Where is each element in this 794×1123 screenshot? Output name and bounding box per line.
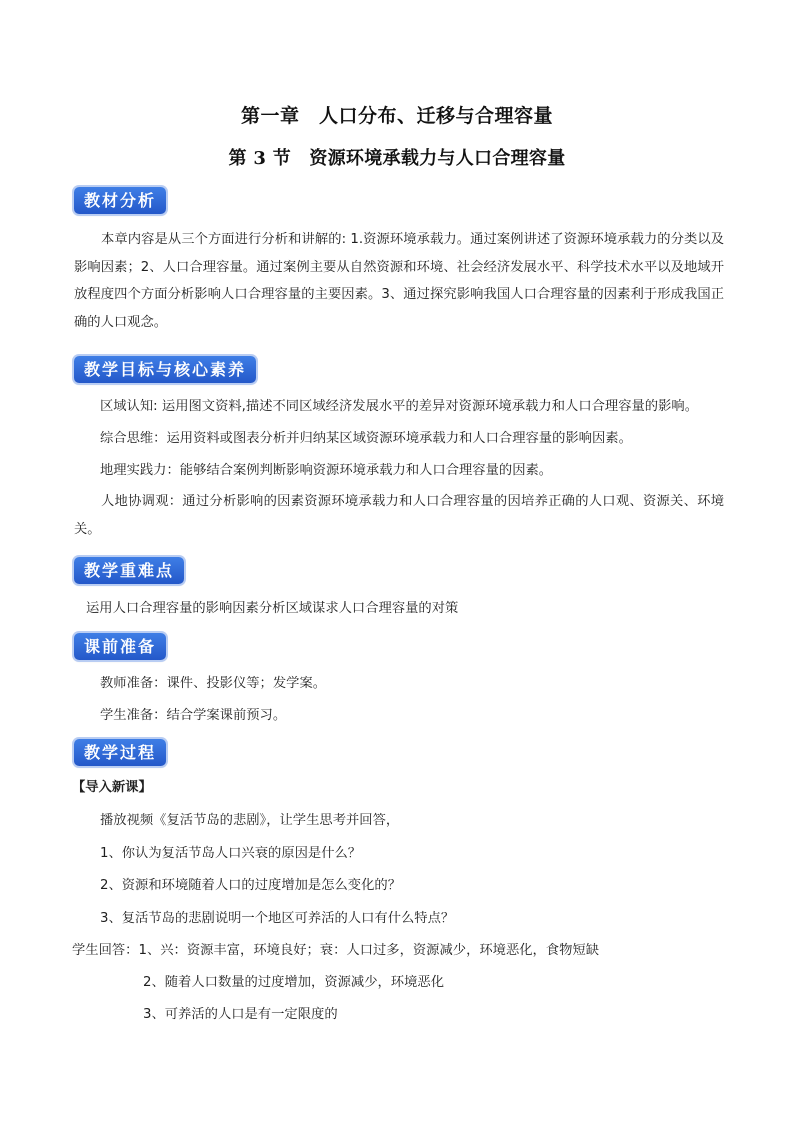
goal-integrated-thinking: 综合思维：运用资料或图表分析并归纳某区域资源环境承载力和人口合理容量的影响因素。 <box>100 431 632 446</box>
badge-key-difficulties: 教学重难点 <box>74 557 184 584</box>
badge-teaching-goals: 教学目标与核心素养 <box>74 356 256 383</box>
answer-2: 2、随着人口数量的过度增加，资源减少，环境恶化 <box>143 975 444 990</box>
intro-line: 播放视频《复活节岛的悲剧》，让学生思考并回答， <box>100 813 400 828</box>
badge-textbook-analysis: 教材分析 <box>74 187 166 214</box>
section-title: 第 3 节 资源环境承载力与人口合理容量 <box>228 148 566 169</box>
student-preparation: 学生准备：结合学案课前预习。 <box>100 708 287 723</box>
goal-geographic-practice: 地理实践力：能够结合案例判断影响资源环境承载力和人口合理容量的因素。 <box>100 463 553 478</box>
intro-label: 【导入新课】 <box>72 780 152 795</box>
goal-regional-cognition: 区域认知: 运用图文资料,描述不同区域经济发展水平的差异对资源环境承载力和人口合理容量的影响。 <box>100 399 698 414</box>
chapter-title: 第一章 人口分布、迁移与合理容量 <box>240 105 553 127</box>
answer-label: 学生回答： <box>72 943 139 958</box>
answer-1: 1、兴：资源丰富，环境良好；衰：人口过多，资源减少，环境恶化，食物短缺 <box>138 943 600 958</box>
analysis-paragraph: 本章内容是从三个方面进行分析和讲解的: 1.资源环境承载力。通过案例讲述了资源环境承载力的分类以及影响因素；2、人口合理容量。通过案例主要从自然资源和环境、社会经济发展水平、科学技术水平以及地域开放程度四个方面分析影响人口合理容量的主要因素。3、通过探究影响我国人口合理容量的因素利于形成我国正确的人口观念。 <box>74 232 724 330</box>
student-answer-label <box>72 941 599 961</box>
badge-preparation: 课前准备 <box>74 633 166 660</box>
teacher-preparation: 教师准备：课件、投影仪等；发学案。 <box>100 676 327 691</box>
goal-human-earth-coordination: 人地协调观：通过分析影响的因素资源环境承载力和人口合理容量的因培养正确的人口观、资源关、环境关。 <box>74 494 724 537</box>
question-1: 1、你认为复活节岛人口兴衰的原因是什么？ <box>100 846 362 861</box>
badge-teaching-process: 教学过程 <box>74 739 166 766</box>
key-points-text: 运用人口合理容量的影响因素分析区域谋求人口合理容量的对策 <box>86 601 459 616</box>
question-2: 2、资源和环境随着人口的过度增加是怎么变化的？ <box>100 878 401 893</box>
answer-3: 3、可养活的人口是有一定限度的 <box>143 1007 338 1022</box>
question-3: 3、复活节岛的悲剧说明一个地区可养活的人口有什么特点？ <box>100 911 455 926</box>
